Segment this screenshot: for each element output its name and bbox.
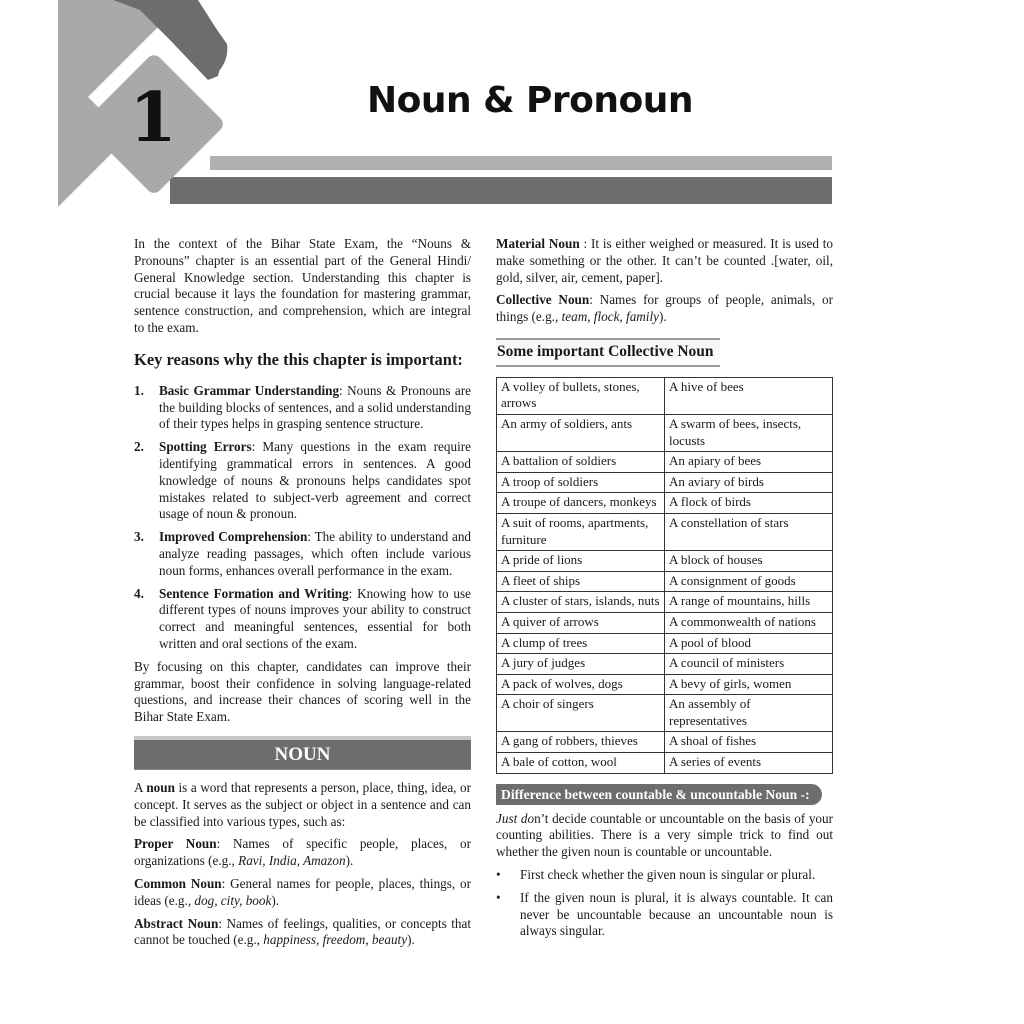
difference-intro-italic: Just do [496,810,535,826]
table-row [497,414,833,451]
collective-noun-examples: team, flock, family [561,309,659,325]
table-row [497,571,833,592]
difference-intro [496,811,833,861]
common-noun-examples: dog, city, book [194,892,272,908]
table-cell: A jury of judges [497,654,665,675]
table-cell: A series of events [665,753,833,774]
collective-noun-end: ). [659,309,667,325]
proper-noun-text: : Names of specific people, places, or organizations (e.g., [134,836,471,869]
key-reasons-heading: Key reasons why the this chapter is important: [134,349,463,369]
table-cell: A council of ministers [665,654,833,675]
table-cell: A fleet of ships [497,571,665,592]
table-cell: A troop of soldiers [497,472,665,493]
table-cell: A troupe of dancers, monkeys [497,493,665,514]
collective-noun-table [496,377,833,774]
intro-paragraph: In the context of the Bihar State Exam, the “Nouns & Pronouns” chapter is an essential part of the General Hindi/ General Knowledge section. Understanding this chapter is crucial because it lays the foundation for mastering grammar, sentence construction, and comprehension, which are integral to the exam. [134,236,471,335]
table-row [497,551,833,572]
collective-noun-text: : Names for groups of people, animals, or things (e.g., [496,292,833,325]
proper-noun-end: ). [345,853,354,869]
table-cell: A bale of cotton, wool [497,753,665,774]
table-row [497,753,833,774]
table-row [497,513,833,550]
material-noun-text: : It is either weighed or measured. It is used to make something or the other. It can’t be counted .[water, oil, gold, silver, air, cement, paper]. [496,236,833,285]
table-cell: A pool of blood [665,633,833,654]
abstract-noun-text: : Names of feelings, qualities, or concepts that cannot be touched (e.g., [134,915,472,948]
table-cell: An aviary of birds [665,472,833,493]
table-cell: A range of mountains, hills [665,592,833,613]
table-cell: A flock of birds [665,493,833,514]
reason-title: Spotting Errors [159,439,252,455]
noun-def-text: is a word that represents a person, place, thing, idea, or concept. It serves as the subject or object in a sentence and can be classified into various types, such as: [134,779,471,829]
noun-section-banner: NOUN [134,736,471,770]
table-cell: A suit of rooms, apartments, furniture [497,513,665,550]
reason-number: 2. [134,439,144,455]
table-cell: A commonwealth of nations [665,612,833,633]
table-row [497,732,833,753]
noun-definition [134,780,471,830]
table-row [497,674,833,695]
tip-item: • If the given noun is plural, it is always countable. It can never be uncountable because an uncountable noun is always singular. [496,890,833,940]
collective-noun-definition [496,292,833,326]
table-cell: A choir of singers [497,695,665,732]
proper-noun-examples: Ravi, India, Amazon [238,853,346,869]
right-column [496,236,833,946]
abstract-noun-label: Abstract Noun [134,915,219,931]
table-cell: A battalion of soldiers [497,452,665,473]
header-light-bar [210,156,832,170]
reason-title: Basic Grammar Understanding [159,382,340,398]
table-row [497,592,833,613]
table-cell: A swarm of bees, insects, locusts [665,414,833,451]
table-cell: A constellation of stars [665,513,833,550]
reason-number: 4. [134,585,144,601]
tip-item: • First check whether the given noun is singular or plural. [496,867,833,884]
reason-text: : Nouns & Pronouns are the building blocks of sentences, and a solid understanding of their types helps in grasping sentence structure. [159,382,471,432]
abstract-noun-examples: happiness, freedom, beauty [263,932,408,948]
table-cell: A quiver of arrows [497,612,665,633]
common-noun-label: Common Noun [134,875,222,891]
reason-number: 1. [134,382,144,398]
chapter-title: Noun & Pronoun [366,80,694,121]
table-row [497,452,833,473]
table-row [497,654,833,675]
reason-text: : Many questions in the exam require identifying grammatical errors in sentences. A good knowledge of nouns & pronouns helps candidates spot mistakes related to subject-verb agreement and correct usage of noun & pronoun. [159,439,471,522]
table-cell: A hive of bees [665,377,833,414]
table-cell: A clump of trees [497,633,665,654]
reason-item [134,529,471,579]
material-noun-label: Material Noun [496,236,580,251]
chapter-number: 1 [129,78,177,158]
reason-title: Improved Comprehension [159,529,308,545]
table-cell: A consignment of goods [665,571,833,592]
reason-item [134,383,471,433]
conclusion-paragraph: By focusing on this chapter, candidates can improve their grammar, boost their confidence in solving language-related questions, and increase their chances of scoring well in the Bihar State Exam. [134,658,471,725]
reason-item [134,586,471,653]
table-row [497,695,833,732]
tips-list [496,867,833,940]
reason-title: Sentence Formation and Writing [159,585,349,601]
common-noun-end: ). [271,892,280,908]
table-cell: A bevy of girls, women [665,674,833,695]
common-noun-text: : General names for people, places, things, or ideas (e.g., [134,875,471,908]
table-cell: An assembly of representatives [665,695,833,732]
table-row [497,612,833,633]
table-cell: A block of houses [665,551,833,572]
table-cell: A cluster of stars, islands, nuts [497,592,665,613]
common-noun-definition [134,876,471,910]
collective-noun-label: Collective Noun [496,292,590,308]
reason-text: : Knowing how to use different types of nouns improves your ability to construct correct and meaningful sentences, essential for both written and oral sections of the exam. [159,585,471,651]
table-cell: A pride of lions [497,551,665,572]
noun-def-pre: A [134,779,147,795]
abstract-noun-definition [134,916,471,950]
table-cell: A pack of wolves, dogs [497,674,665,695]
abstract-noun-end: ). [407,932,415,948]
reason-number: 3. [134,529,144,545]
table-cell: An apiary of bees [665,452,833,473]
table-row [497,377,833,414]
difference-heading: Difference between countable & uncountable Noun -: [496,784,822,805]
proper-noun-definition [134,836,471,870]
reason-item [134,439,471,523]
table-cell: An army of soldiers, ants [497,414,665,451]
table-row [497,493,833,514]
table-row [497,472,833,493]
proper-noun-label: Proper Noun [134,836,217,852]
reason-text: : The ability to understand and analyze reading passages, which often include various noun forms, enhances overall performance in the exam. [159,529,472,578]
table-cell: A gang of robbers, thieves [497,732,665,753]
material-noun-definition [496,236,833,286]
difference-intro-text: n’t decide countable or uncountable on the basis of your counting abilities. There is a very simple trick to find out whether the given noun is countable or uncountable. [496,810,833,860]
table-cell: A volley of bullets, stones, arrows [497,377,665,414]
noun-def-keyword: noun [146,779,175,795]
reasons-list [134,383,471,653]
collective-table-heading: Some important Collective Noun [496,338,720,367]
left-column [134,236,471,955]
table-row [497,633,833,654]
header-dark-bar [170,177,832,204]
table-cell: A shoal of fishes [665,732,833,753]
